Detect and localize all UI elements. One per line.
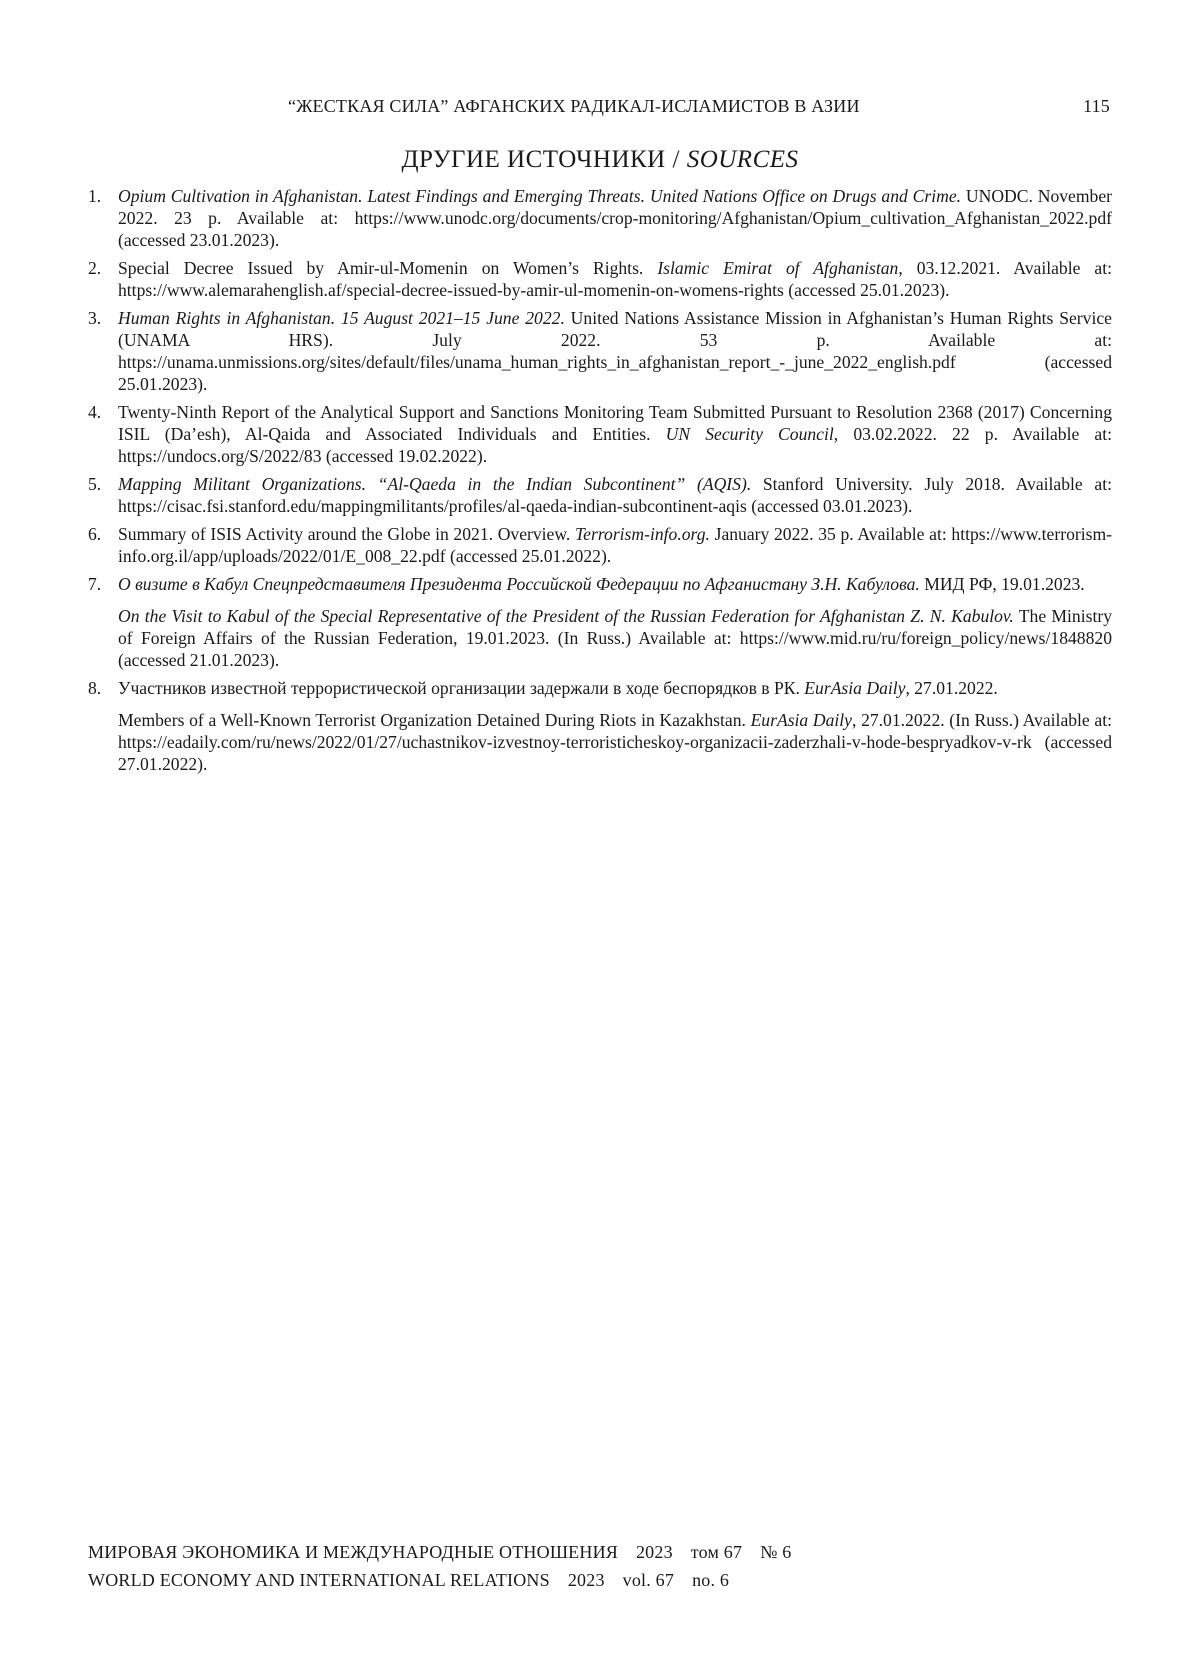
footer-line-ru (88, 1538, 1112, 1566)
reference-paragraph (118, 605, 1112, 671)
reference-text: , 27.01.2022. (905, 678, 998, 698)
reference-text: Stanford University. July 2018. Available at: https://cisac.fsi.stanford.edu/mappingmilitants/profiles/al-qaeda-indian-subcontinent-aqis (accessed 03.01.2023). (118, 474, 1112, 516)
reference-italic-text: О визите в Кабул Спецпредставителя Президента Российской Федерации по Афганистану З.Н. Кабулова. (118, 574, 920, 594)
reference-text: Summary of ISIS Activity around the Globe in 2021. Overview. (118, 524, 575, 544)
references-list (88, 185, 1112, 781)
reference-item (88, 185, 1112, 251)
reference-paragraph (118, 185, 1112, 251)
section-title (88, 146, 1112, 174)
footer-journal-en: WORLD ECONOMY AND INTERNATIONAL RELATIONS (88, 1570, 550, 1590)
section-title-ru: ДРУГИЕ ИСТОЧНИКИ / (401, 146, 687, 173)
reference-italic-text: Mapping Militant Organizations. “Al-Qaeda in the Indian Subcontinent” (AQIS). (118, 474, 752, 494)
footer-volume-ru: том 67 (690, 1542, 743, 1562)
reference-text: , 27.01.2022. (In Russ.) Available at: https://eadaily.com/ru/news/2022/01/27/uchastnikov-izvestnoy-terroristicheskoy-organizacii-zaderzhali-v-hode-bespryadkov-v-rk (accessed 27.01.2022). (118, 710, 1112, 774)
footer-year-ru: 2023 (635, 1542, 673, 1562)
reference-number: 1. (88, 186, 102, 206)
reference-paragraph (118, 677, 1112, 699)
page-number: 115 (1083, 96, 1110, 116)
reference-number: 6. (88, 524, 102, 544)
reference-paragraph (118, 401, 1112, 467)
reference-italic-text: EurAsia Daily (750, 710, 852, 730)
running-head-title: “ЖЕСТКАЯ СИЛА” АФГАНСКИХ РАДИКАЛ-ИСЛАМИСТОВ В АЗИИ (288, 96, 860, 116)
reference-item (88, 523, 1112, 567)
reference-number: 7. (88, 574, 102, 594)
reference-italic-text: Islamic Emirat of Afghanistan (657, 258, 899, 278)
reference-italic-text: EurAsia Daily (804, 678, 906, 698)
section-title-en: SOURCES (686, 146, 799, 173)
reference-text: Twenty-Ninth Report of the Analytical Support and Sanctions Monitoring Team Submitted Pursuant to Resolution 2368 (2017) Concerning ISIL (Da’esh), Al-Qaida and Associated Individuals and Entities. (118, 402, 1112, 444)
footer-volume-en: vol. 67 (622, 1570, 675, 1590)
reference-item (88, 573, 1112, 671)
reference-number: 3. (88, 308, 102, 328)
reference-text: МИД РФ, 19.01.2023. (919, 574, 1085, 594)
reference-italic-text: Terrorism-info.org. (575, 524, 710, 544)
reference-text: , 03.02.2022. 22 p. Available at: https://undocs.org/S/2022/83 (accessed 19.02.2022). (118, 424, 1113, 466)
footer-line-en (88, 1566, 1112, 1594)
reference-text: , 03.12.2021. Available at: https://www.alemarahenglish.af/special-decree-issued-by-amir-ul-momenin-on-womens-rights (accessed 25.01.2023). (118, 258, 1112, 300)
reference-text: Special Decree Issued by Amir-ul-Momenin on Women’s Rights. (118, 258, 658, 278)
footer-issue-ru: № 6 (760, 1542, 792, 1562)
reference-italic-text: UN Security Council (665, 424, 834, 444)
reference-paragraph (118, 573, 1112, 595)
reference-text: Members of a Well-Known Terrorist Organization Detained During Riots in Kazakhstan. (118, 710, 751, 730)
reference-number: 2. (88, 258, 102, 278)
reference-item (88, 473, 1112, 517)
reference-text: UNODC. November 2022. 23 p. Available at: https://www.unodc.org/documents/crop-monitoring/Afghanistan/Opium_cultivation_Afghanistan_2022.pdf (accessed 23.01.2023). (118, 186, 1112, 250)
footer-issue-en: no. 6 (692, 1570, 730, 1590)
reference-item (88, 257, 1112, 301)
reference-item (88, 401, 1112, 467)
reference-paragraph (118, 307, 1112, 395)
reference-item (88, 677, 1112, 775)
reference-paragraph (118, 473, 1112, 517)
reference-number: 4. (88, 402, 102, 422)
reference-text: Участников известной террористической организации задержали в ходе беспорядков в РК. (118, 678, 805, 698)
reference-text: The Ministry of Foreign Affairs of the Russian Federation, 19.01.2023. (In Russ.) Available at: https://www.mid.ru/ru/foreign_policy/news/1848820 (accessed 21.01.2023). (118, 606, 1112, 670)
reference-paragraph (118, 523, 1112, 567)
reference-paragraph (118, 709, 1112, 775)
reference-italic-text: On the Visit to Kabul of the Special Representative of the President of the Russian Federation for Afghanistan Z. N. Kabulov. (118, 606, 1014, 626)
reference-italic-text: Human Rights in Afghanistan. 15 August 2021–15 June 2022. (118, 308, 565, 328)
reference-text: United Nations Assistance Mission in Afghanistan’s Human Rights Service (UNAMA HRS). July 2022. 53 p. Available at: https://unama.unmissions.org/sites/default/files/unama_human_rights_in_afghanistan_report_-_june_2022_english.pdf (accessed 25.01.2023). (118, 308, 1112, 394)
reference-text: January 2022. 35 p. Available at: https://www.terrorism-info.org.il/app/uploads/2022/01/E_008_22.pdf (accessed 25.01.2022). (118, 524, 1112, 566)
reference-paragraph (118, 257, 1112, 301)
footer-year-en: 2023 (567, 1570, 605, 1590)
journal-footer (88, 1538, 1112, 1594)
reference-number: 8. (88, 678, 102, 698)
reference-italic-text: Opium Cultivation in Afghanistan. Latest Findings and Emerging Threats. United Nations Office on Drugs and Crime. (118, 186, 962, 206)
running-head (88, 96, 1112, 120)
footer-journal-ru: МИРОВАЯ ЭКОНОМИКА И МЕЖДУНАРОДНЫЕ ОТНОШЕНИЯ (88, 1542, 618, 1562)
reference-item (88, 307, 1112, 395)
reference-number: 5. (88, 474, 102, 494)
